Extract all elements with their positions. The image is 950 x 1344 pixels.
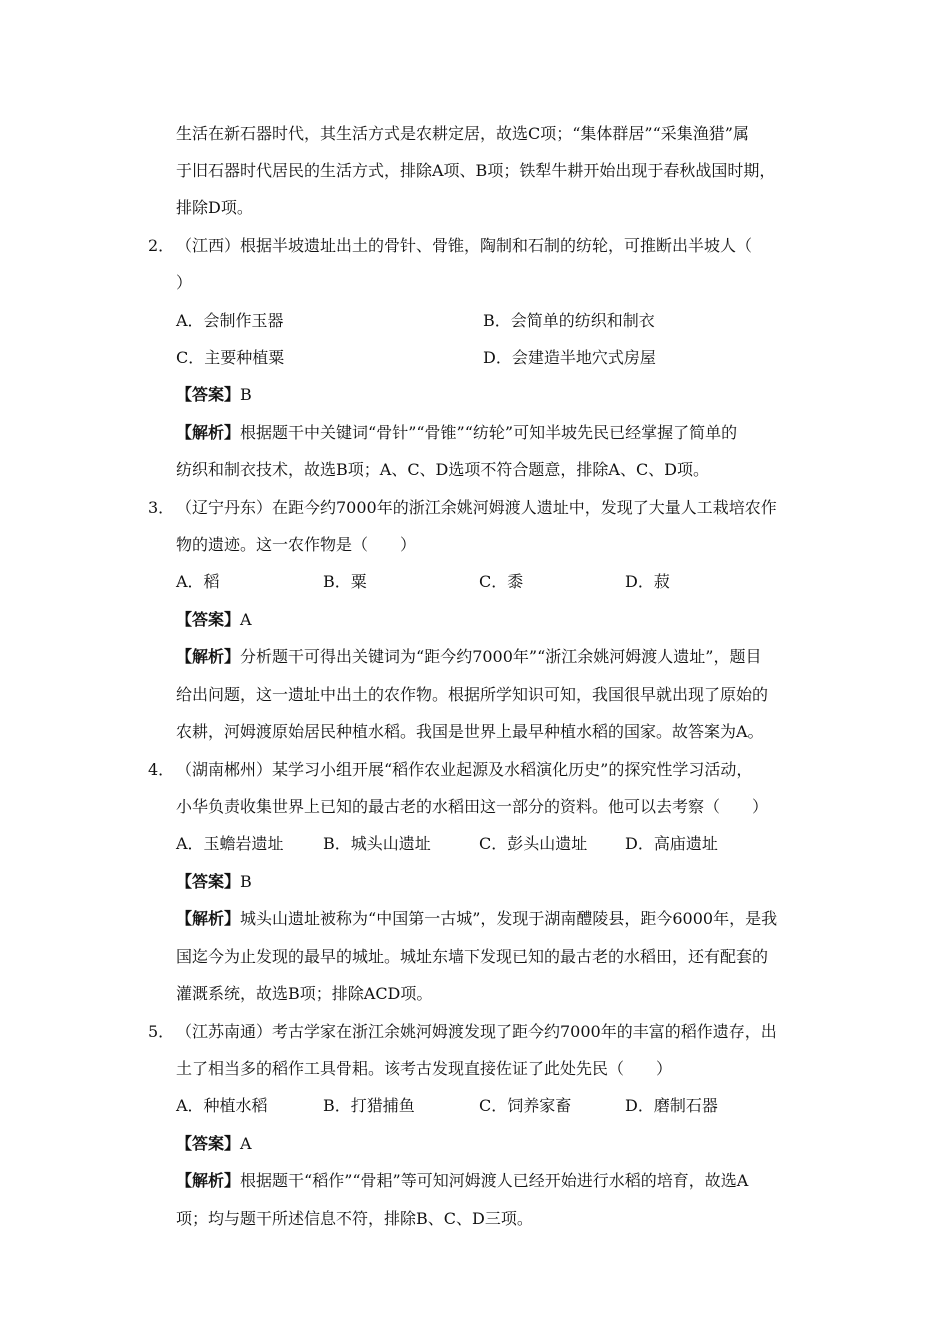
- question-number: 2．: [148, 236, 175, 255]
- option-d: D．磨制石器: [625, 1096, 718, 1115]
- intro-line: 于旧石器时代居民的生活方式，排除A项、B项；铁犁牛耕开始出现于春秋战国时期，: [176, 161, 776, 180]
- analysis-text: 根据题干中关键词“骨针”“骨锥”“纺轮”可知半坡先民已经掌握了简单的: [240, 423, 738, 442]
- answer-label: 【答案】: [176, 872, 241, 891]
- analysis-text: 国迄今为止发现的最早的城址。城址东墙下发现已知的最古老的水稻田，还有配套的: [176, 947, 769, 966]
- option-a: A．稻: [176, 572, 220, 591]
- option-b: B．粟: [323, 572, 367, 591]
- option-c: C．饲养家畜: [479, 1096, 572, 1115]
- option-d: D．高庙遗址: [625, 834, 718, 853]
- answer-label: 【答案】: [176, 610, 241, 629]
- question-stem: （江西）根据半坡遗址出土的骨针、骨锥，陶制和石制的纺轮，可推断出半坡人（: [176, 236, 753, 255]
- analysis-label: 【解析】: [176, 1171, 241, 1190]
- answer-value: A: [240, 610, 252, 629]
- question-stem: （辽宁丹东）在距今约7000年的浙江余姚河姆渡人遗址中，发现了大量人工栽培农作: [176, 498, 777, 517]
- option-d: D．会建造半地穴式房屋: [483, 348, 656, 367]
- option-b: B．打猎捕鱼: [323, 1096, 415, 1115]
- option-a: A．种植水稻: [176, 1096, 268, 1115]
- intro-line: 排除D项。: [176, 198, 253, 217]
- answer-line: [176, 871, 252, 893]
- analysis-text: 分析题干可得出关键词为“距今约7000年”“浙江余姚河姆渡人遗址”，题目: [240, 647, 762, 666]
- answer-value: B: [240, 872, 252, 891]
- option-b: B．城头山遗址: [323, 834, 431, 853]
- question-stem: 土了相当多的稻作工具骨耜。该考古发现直接佐证了此处先民（ ）: [176, 1059, 673, 1078]
- analysis-label: 【解析】: [176, 423, 241, 442]
- analysis-text: 给出问题，这一遗址中出土的农作物。根据所学知识可知，我国很早就出现了原始的: [176, 685, 769, 704]
- option-a: A．玉蟾岩遗址: [176, 834, 284, 853]
- answer-line: [176, 609, 252, 631]
- analysis-text: 城头山遗址被称为“中国第一古城”，发现于湖南醴陵县，距今6000年，是我: [240, 909, 778, 928]
- question-number: 4．: [148, 760, 175, 779]
- analysis-line: [176, 422, 737, 444]
- analysis-text: 项；均与题干所述信息不符，排除B、C、D三项。: [176, 1209, 533, 1228]
- answer-line: [176, 1133, 252, 1155]
- answer-value: A: [240, 1134, 252, 1153]
- analysis-line: [176, 1170, 748, 1192]
- option-d: D．菽: [625, 572, 670, 591]
- answer-value: B: [240, 385, 252, 404]
- answer-label: 【答案】: [176, 1134, 241, 1153]
- analysis-text: 灌溉系统，故选B项；排除ACD项。: [176, 984, 433, 1003]
- analysis-label: 【解析】: [176, 909, 241, 928]
- question-stem: （湖南郴州）某学习小组开展“稻作农业起源及水稻演化历史”的探究性学习活动，: [176, 760, 753, 779]
- question-stem: 物的遗迹。这一农作物是（ ）: [176, 535, 417, 554]
- question-stem: ）: [176, 273, 193, 292]
- question-number: 5．: [148, 1022, 175, 1041]
- answer-label: 【答案】: [176, 385, 241, 404]
- intro-line: 生活在新石器时代，其生活方式是农耕定居，故选C项；“集体群居”“采集渔猎”属: [176, 124, 749, 143]
- option-b: B．会简单的纺织和制衣: [483, 311, 655, 330]
- option-c: C．主要种植粟: [176, 348, 285, 367]
- option-c: C．黍: [479, 572, 524, 591]
- question-number: 3．: [148, 498, 175, 517]
- option-c: C．彭头山遗址: [479, 834, 588, 853]
- analysis-text: 根据题干“稻作”“骨耜”等可知河姆渡人已经开始进行水稻的培育，故选A: [240, 1171, 749, 1190]
- option-a: A．会制作玉器: [176, 311, 284, 330]
- answer-line: [176, 384, 252, 406]
- analysis-line: [176, 908, 777, 930]
- analysis-label: 【解析】: [176, 647, 241, 666]
- analysis-text: 农耕，河姆渡原始居民种植水稻。我国是世界上最早种植水稻的国家。故答案为A。: [176, 722, 764, 741]
- question-stem: （江苏南通）考古学家在浙江余姚河姆渡发现了距今约7000年的丰富的稻作遗存，出: [176, 1022, 777, 1041]
- question-stem: 小华负责收集世界上已知的最古老的水稻田这一部分的资料。他可以去考察（ ）: [176, 797, 769, 816]
- analysis-line: [176, 646, 761, 668]
- analysis-text: 纺织和制衣技术，故选B项；A、C、D选项不符合题意，排除A、C、D项。: [176, 460, 710, 479]
